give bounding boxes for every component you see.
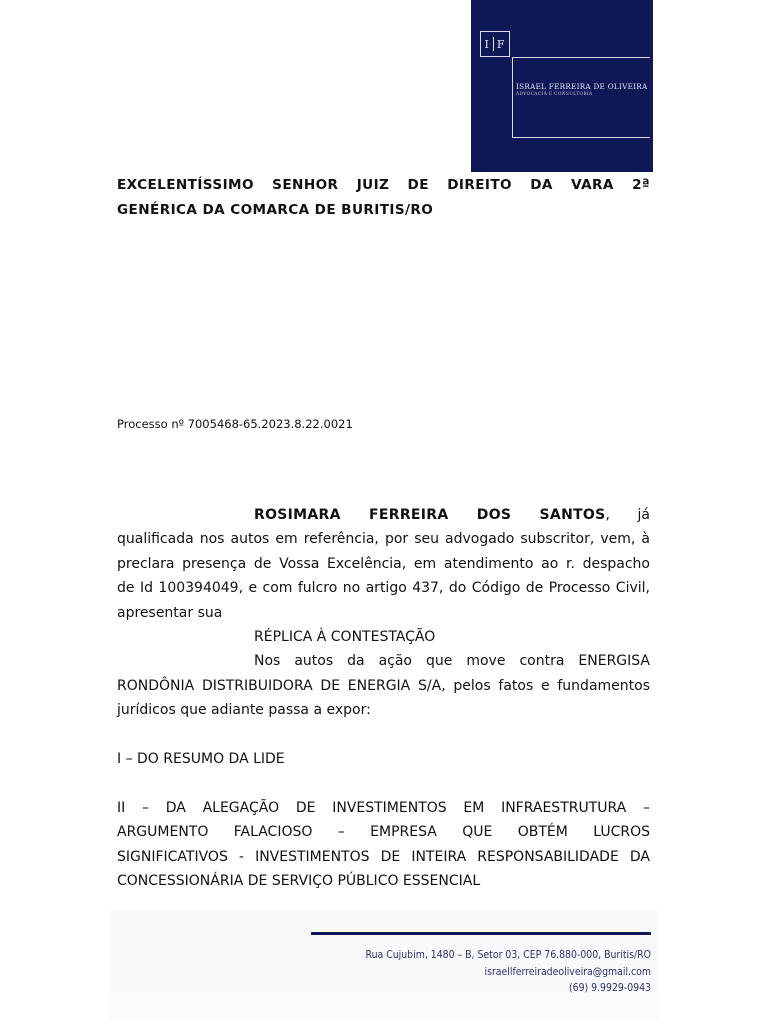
- footer-phone: (69) 9.9929-0943: [568, 982, 651, 994]
- addressee-heading: [117, 173, 650, 223]
- section-heading-2-line: ARGUMENTO FALACIOSO – EMPRESA QUE OBTÉM LUCROS: [117, 824, 650, 841]
- intro-line: qualificada nos autos em referência, por seu advogado subscritor, vem, à: [117, 531, 650, 548]
- monogram-left: I: [484, 37, 490, 51]
- addressee-line-1: EXCELENTÍSSIMO SENHOR JUIZ DE DIREITO DA VARA 2ª: [117, 177, 650, 193]
- document-title: RÉPLICA À CONTESTAÇÃO: [254, 629, 436, 646]
- party-name: ROSIMARA FERREIRA DOS SANTOS: [254, 507, 606, 523]
- intro-line: preclara presença de Vossa Excelência, em atendimento ao r. despacho: [117, 555, 650, 572]
- section-heading-2-line: II – DA ALEGAÇÃO DE INVESTIMENTOS EM INFRAESTRUTURA –: [117, 799, 650, 816]
- logo-monogram: [480, 31, 510, 57]
- footer-contact: [311, 947, 651, 997]
- letterhead-logo: [471, 0, 653, 172]
- intro-first-line: [117, 503, 650, 527]
- intro-last-line: apresentar sua: [117, 604, 223, 621]
- paragraph-gap: [117, 771, 650, 795]
- action-last-line: jurídicos que adiante passa a expor:: [117, 702, 371, 719]
- action-line: RONDÔNIA DISTRIBUIDORA DE ENERGIA S/A, pelos fatos e fundamentos: [117, 677, 650, 694]
- logo-firm-name: ISRAEL FERREIRA DE OLIVEIRA: [516, 82, 648, 91]
- monogram-divider: [493, 37, 494, 51]
- section-heading-2-line: SIGNIFICATIVOS - INVESTIMENTOS DE INTEIRA RESPONSABILIDADE DA: [117, 848, 650, 865]
- paragraph-gap: [117, 723, 650, 747]
- footer-email: israellferreiradeoliveira@gmail.com: [484, 965, 651, 978]
- petition-body: [117, 503, 650, 893]
- logo-subtitle: ADVOCACIA E CONSULTORIA: [516, 92, 593, 97]
- section-heading-1: I – DO RESUMO DA LIDE: [117, 751, 285, 768]
- section-heading-2-last: CONCESSIONÁRIA DE SERVIÇO PÚBLICO ESSENCIAL: [117, 873, 481, 890]
- action-first-line: Nos autos da ação que move contra ENERGISA: [254, 653, 650, 670]
- process-number: Processo nº 7005468-65.2023.8.22.0021: [117, 417, 353, 431]
- monogram-right: F: [496, 37, 506, 51]
- footer-address: Rua Cujubim, 1480 – B, Setor 03, CEP 76.880-000, Buritis/RO: [365, 949, 651, 961]
- logo-frame: [512, 57, 650, 138]
- intro-line: de Id 100394049, e com fulcro no artigo 437, do Código de Processo Civil,: [117, 580, 650, 597]
- addressee-line-2: GENÉRICA DA COMARCA DE BURITIS/RO: [117, 202, 434, 218]
- intro-tail: , já: [605, 507, 650, 523]
- footer-rule: [311, 932, 651, 935]
